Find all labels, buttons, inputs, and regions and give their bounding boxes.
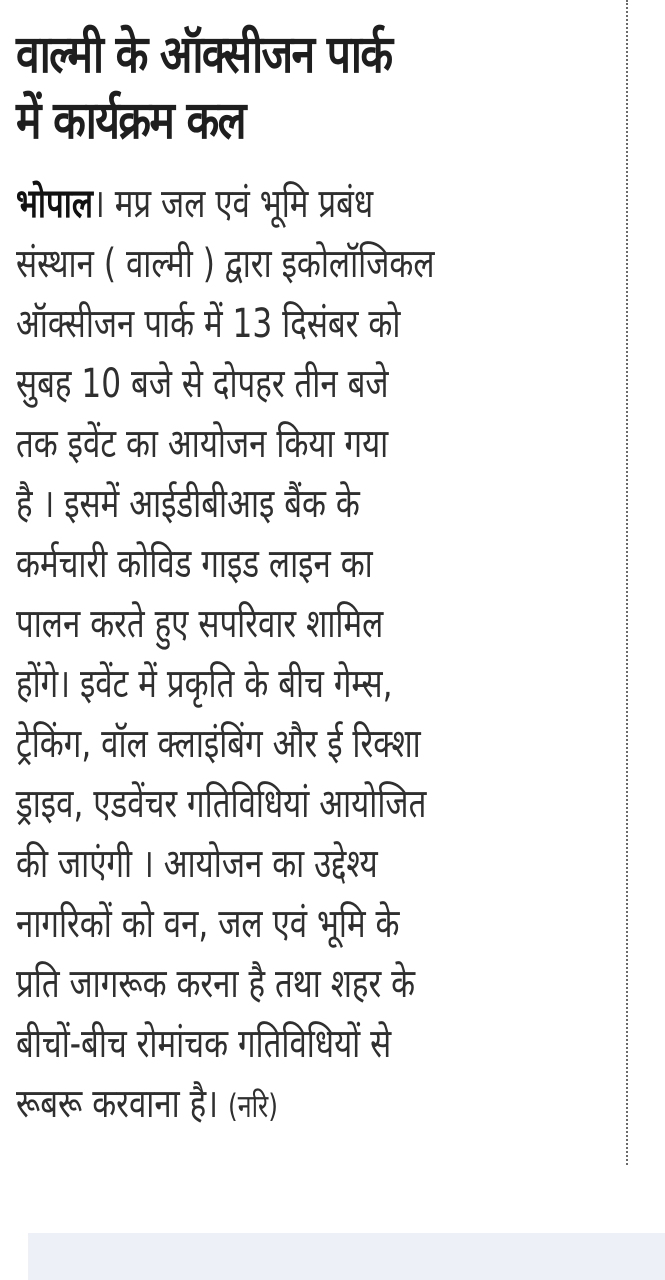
body-line-10: ट्रेकिंग, वॉल क्लाइंबिंग और ई रिक्शा: [16, 721, 421, 767]
headline-line-1: वाल्मी के ऑक्सीजन पार्क: [16, 25, 392, 85]
news-article: [16, 22, 606, 1136]
body-line-8: पालन करते हुए सपरिवार शामिल: [16, 601, 384, 647]
bottom-panel: [28, 1233, 665, 1280]
body-line-6: है । इसमें आईडीबीआइ बैंक के: [16, 481, 360, 527]
reporter-credit: (नरि): [228, 1087, 279, 1125]
body-line-7: कर्मचारी कोविड गाइड लाइन का: [16, 541, 373, 587]
body-line-9: होंगे। इवेंट में प्रकृति के बीच गेम्स,: [16, 661, 393, 707]
article-headline: [16, 22, 606, 154]
dateline: भोपाल: [16, 181, 93, 227]
body-line-16-text: रूबरू करवाना है।: [16, 1081, 219, 1127]
body-line-1-text: । मप्र जल एवं भूमि प्रबंध: [92, 181, 374, 227]
body-line-1: [16, 174, 609, 234]
body-line-16: [16, 1074, 609, 1136]
body-line-3: ऑक्सीजन पार्क में 13 दिसंबर को: [16, 301, 401, 347]
column-divider: [626, 0, 628, 1165]
headline-line-2: में कार्यक्रम कल: [16, 91, 245, 151]
body-line-12: की जाएंगी । आयोजन का उद्देश्य: [16, 841, 378, 887]
body-line-11: ड्राइव, एडवेंचर गतिविधियां आयोजित: [16, 781, 427, 827]
body-line-15: बीचों-बीच रोमांचक गतिविधियों से: [16, 1021, 392, 1067]
body-line-2: संस्थान ( वाल्मी ) द्वारा इकोलॉजिकल: [16, 241, 435, 287]
body-line-5: तक इवेंट का आयोजन किया गया: [16, 421, 389, 467]
body-line-14: प्रति जागरूक करना है तथा शहर के: [16, 961, 416, 1007]
article-body: [16, 174, 609, 1136]
body-line-13: नागरिकों को वन, जल एवं भूमि के: [16, 901, 400, 947]
body-line-4: सुबह 10 बजे से दोपहर तीन बजे: [16, 361, 389, 407]
